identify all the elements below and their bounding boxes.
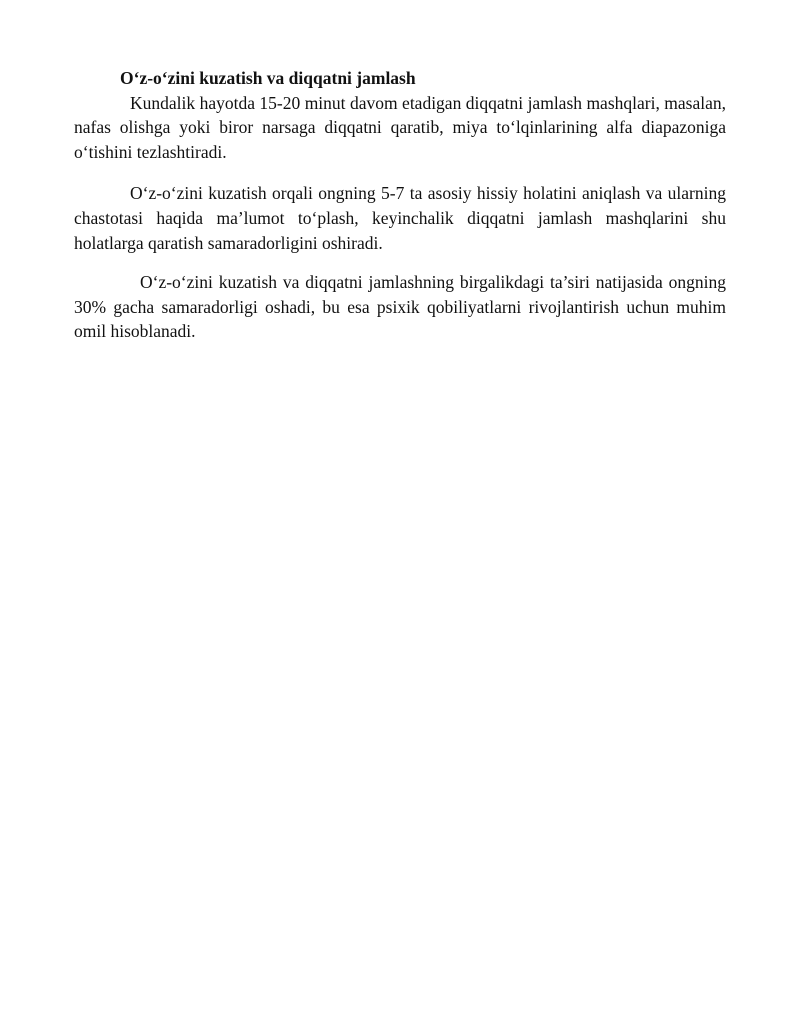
document-body [74, 66, 726, 344]
paragraph-3: O‘z-o‘zini kuzatish va diqqatni jamlashning birgalikdagi ta’siri natijasida ongning 30% gacha samaradorligi oshadi, bu esa psixik qobiliyatlarni rivojlantirish uchun muhim omil hisoblanadi. [74, 272, 726, 342]
paragraph-2: O‘z-o‘zini kuzatish orqali ongning 5-7 ta asosiy hissiy holatini aniqlash va ularning chastotasi haqida ma’lumot to‘plash, keyinchalik diqqatni jamlash mashqlarini shu holatlarga qaratish samaradorligini oshiradi. [74, 183, 726, 253]
paragraph-1: Kundalik hayotda 15-20 minut davom etadigan diqqatni jamlash mashqlari, masalan, nafas olishga yoki biror narsaga diqqatni qaratib, miya to‘lqinlarining alfa diapazoniga o‘tishini tezlashtiradi. [74, 92, 726, 162]
section-heading: O‘z-o‘zini kuzatish va diqqatni jamlash [120, 68, 416, 88]
